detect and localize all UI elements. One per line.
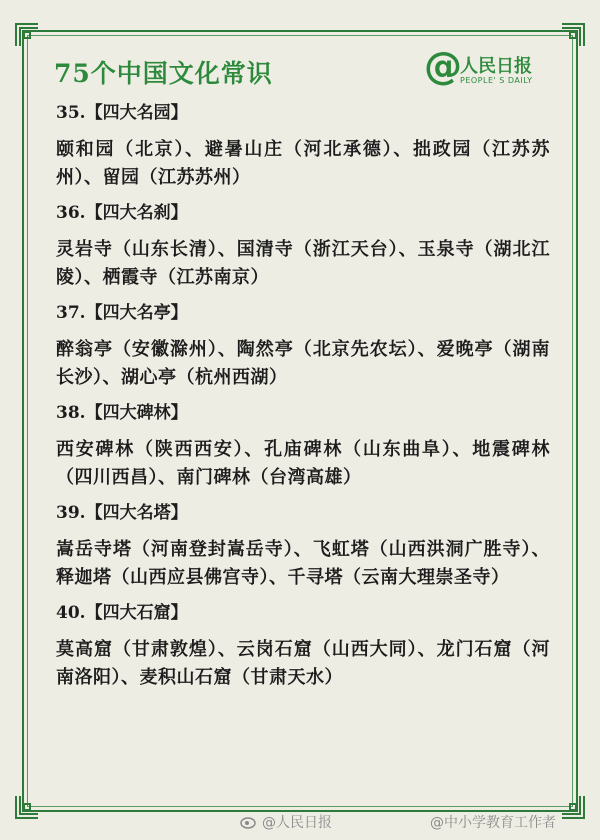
section-text: 灵岩寺（山东长清）、国清寺（浙江天台）、玉泉寺（湖北江陵）、栖霞寺（江苏南京） bbox=[56, 239, 550, 288]
watermark-right bbox=[430, 812, 556, 832]
watermark-left-text: @人民日报 bbox=[262, 815, 332, 831]
section-heading: 40.【四大石窟】 bbox=[56, 603, 188, 623]
weibo-icon bbox=[240, 815, 258, 829]
logo-name: 人民日报 bbox=[460, 56, 532, 77]
corner-ornament-icon bbox=[14, 22, 40, 48]
section-heading: 35.【四大名园】 bbox=[56, 103, 188, 123]
section-text: 醉翁亭（安徽滁州）、陶然亭（北京先农坛）、爱晚亭（湖南长沙）、湖心亭（杭州西湖） bbox=[56, 339, 550, 388]
corner-ornament-icon bbox=[560, 22, 586, 48]
section-text: 嵩岳寺塔（河南登封嵩岳寺）、飞虹塔（山西洪洞广胜寺）、释迦塔（山西应县佛宫寺）、千寻塔（云南大理崇圣寺） bbox=[56, 539, 550, 588]
peoples-daily-logo bbox=[424, 44, 554, 90]
header bbox=[54, 44, 554, 90]
content bbox=[56, 100, 550, 700]
section-37 bbox=[56, 300, 550, 392]
section-35 bbox=[56, 100, 550, 192]
section-40 bbox=[56, 600, 550, 692]
footer-watermarks bbox=[0, 808, 600, 836]
page-title: 75个中国文化常识 bbox=[54, 59, 273, 88]
logo-subtitle: PEOPLE' S DAILY bbox=[460, 76, 533, 85]
section-text: 莫高窟（甘肃敦煌）、云岗石窟（山西大同）、龙门石窟（河南洛阳）、麦积山石窟（甘肃天水） bbox=[56, 639, 550, 688]
section-36 bbox=[56, 200, 550, 292]
watermark-right-text: @中小学教育工作者 bbox=[430, 815, 556, 831]
section-heading: 36.【四大名刹】 bbox=[56, 203, 188, 223]
section-heading: 37.【四大名亭】 bbox=[56, 303, 188, 323]
section-38 bbox=[56, 400, 550, 492]
section-text: 西安碑林（陕西西安）、孔庙碑林（山东曲阜）、地震碑林（四川西昌）、南门碑林（台湾高雄） bbox=[56, 439, 550, 488]
section-heading: 38.【四大碑林】 bbox=[56, 403, 188, 423]
section-39 bbox=[56, 500, 550, 592]
section-heading: 39.【四大名塔】 bbox=[56, 503, 188, 523]
watermark-left bbox=[240, 812, 332, 832]
section-text: 颐和园（北京）、避暑山庄（河北承德）、拙政园（江苏苏州）、留园（江苏苏州） bbox=[56, 139, 550, 188]
at-icon: @ bbox=[424, 44, 462, 88]
